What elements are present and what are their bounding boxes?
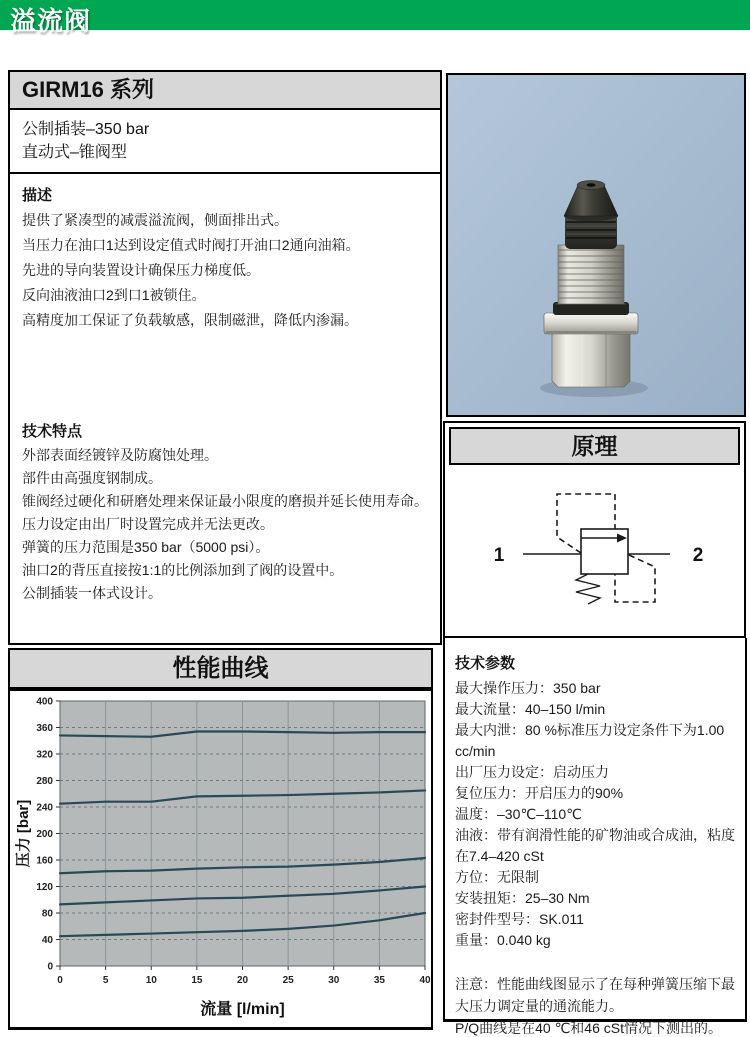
svg-text:压力 [bar]: 压力 [bar] [15, 799, 32, 868]
description-line: 高精度加工保证了负载敏感，限制磁泄，降低内渗漏。 [22, 312, 358, 328]
description-heading: 描述 [22, 187, 53, 204]
svg-text:30: 30 [328, 975, 340, 986]
product-photo [446, 73, 746, 417]
description-line: 反向油液油口2到口1被锁住。 [22, 287, 206, 303]
svg-text:10: 10 [145, 975, 157, 986]
parameter-line: 油液：带有润滑性能的矿物油或合成油，粘度在7.4–420 cSt [455, 827, 735, 864]
principle-section [443, 421, 746, 638]
feature-line: 公制插装一体式设计。 [22, 585, 162, 601]
parameters-section [443, 638, 747, 1036]
svg-text:35: 35 [373, 975, 385, 986]
parameter-line: 密封件型号：SK.011 [455, 911, 584, 927]
svg-text:200: 200 [36, 829, 53, 840]
port-2-label: 2 [692, 545, 704, 566]
parameter-line: 最大流量：40–150 l/min [455, 701, 606, 717]
svg-text:5: 5 [102, 975, 109, 986]
note-line: P/Q曲线是在40 ℃和46 cSt情况下测出的。 [455, 1020, 722, 1036]
svg-text:360: 360 [36, 723, 53, 734]
parameter-line: 复位压力：开启压力的90% [455, 785, 624, 801]
parameter-line: 安装扭矩：25–30 Nm [455, 890, 590, 906]
feature-line: 油口2的背压直接按1:1的比例添加到了阀的设置中。 [22, 562, 344, 578]
svg-text:160: 160 [36, 855, 53, 867]
svg-text:120: 120 [36, 882, 53, 893]
series-info-box [8, 70, 442, 645]
description-section [22, 184, 432, 333]
parameter-line: 出厂压力设定：启动压力 [455, 764, 609, 780]
parameter-line: 最大操作压力：350 bar [455, 680, 601, 696]
parameter-line: 温度：–30℃–110℃ [455, 806, 582, 822]
performance-heading: 性能曲线 [8, 648, 433, 689]
page-title: 溢流阀 [10, 6, 92, 36]
parameter-line: 重量：0.040 kg [455, 932, 551, 948]
principle-heading: 原理 [449, 427, 740, 465]
description-line: 提供了紧凑型的减震溢流阀，侧面排出式。 [22, 212, 288, 228]
parameter-line: 最大内泄：80 %标准压力设定条件下为1.00 cc/min [455, 722, 725, 759]
svg-text:20: 20 [236, 975, 249, 986]
svg-text:80: 80 [41, 908, 53, 920]
feature-line: 压力设定由出厂时设置完成并无法更改。 [22, 516, 274, 532]
top-banner [0, 0, 750, 36]
svg-text:40: 40 [41, 935, 53, 946]
series-subtitle [10, 110, 440, 174]
features-heading: 技术特点 [22, 423, 83, 440]
parameter-line: 方位：无限制 [455, 869, 539, 885]
svg-text:25: 25 [282, 975, 294, 986]
svg-text:0: 0 [47, 961, 53, 973]
svg-text:40: 40 [419, 975, 431, 986]
note-block [455, 973, 735, 1037]
valve-photo-illustration [448, 75, 744, 415]
description-line: 当压力在油口1达到设定值式时阀打开油口2通向油箱。 [22, 237, 360, 253]
feature-line: 弹簧的压力范围是350 bar（5000 psi）。 [22, 539, 270, 555]
feature-line: 外部表面经镀锌及防腐蚀处理。 [22, 447, 218, 463]
note-line: 注意：性能曲线图显示了在每种弹簧压缩下最大压力调定量的通流能力。 [455, 976, 735, 1014]
svg-text:15: 15 [191, 975, 203, 986]
svg-text:280: 280 [36, 776, 53, 787]
subtitle-line-2: 直动式–锥阀型 [22, 144, 127, 161]
features-section [22, 420, 432, 605]
svg-text:400: 400 [36, 696, 53, 708]
series-title: GIRM16 系列 [10, 72, 440, 110]
svg-text:0: 0 [57, 975, 63, 986]
subtitle-line-1: 公制插装–350 bar [22, 121, 150, 138]
performance-chart [10, 691, 431, 1027]
performance-chart-box [8, 689, 433, 1030]
feature-line: 部件由高强度钢制成。 [22, 470, 162, 486]
svg-text:流量 [l/min]: 流量 [l/min] [200, 1001, 285, 1018]
description-line: 先进的导向装置设计确保压力梯度低。 [22, 262, 260, 278]
feature-line: 锥阀经过硬化和研磨处理来保证最小限度的磨损并延长使用寿命。 [22, 493, 428, 509]
hydraulic-symbol [445, 469, 744, 634]
port-1-label: 1 [493, 545, 505, 566]
parameters-heading: 技术参数 [455, 655, 516, 672]
svg-text:240: 240 [36, 802, 53, 814]
svg-text:320: 320 [36, 749, 53, 761]
